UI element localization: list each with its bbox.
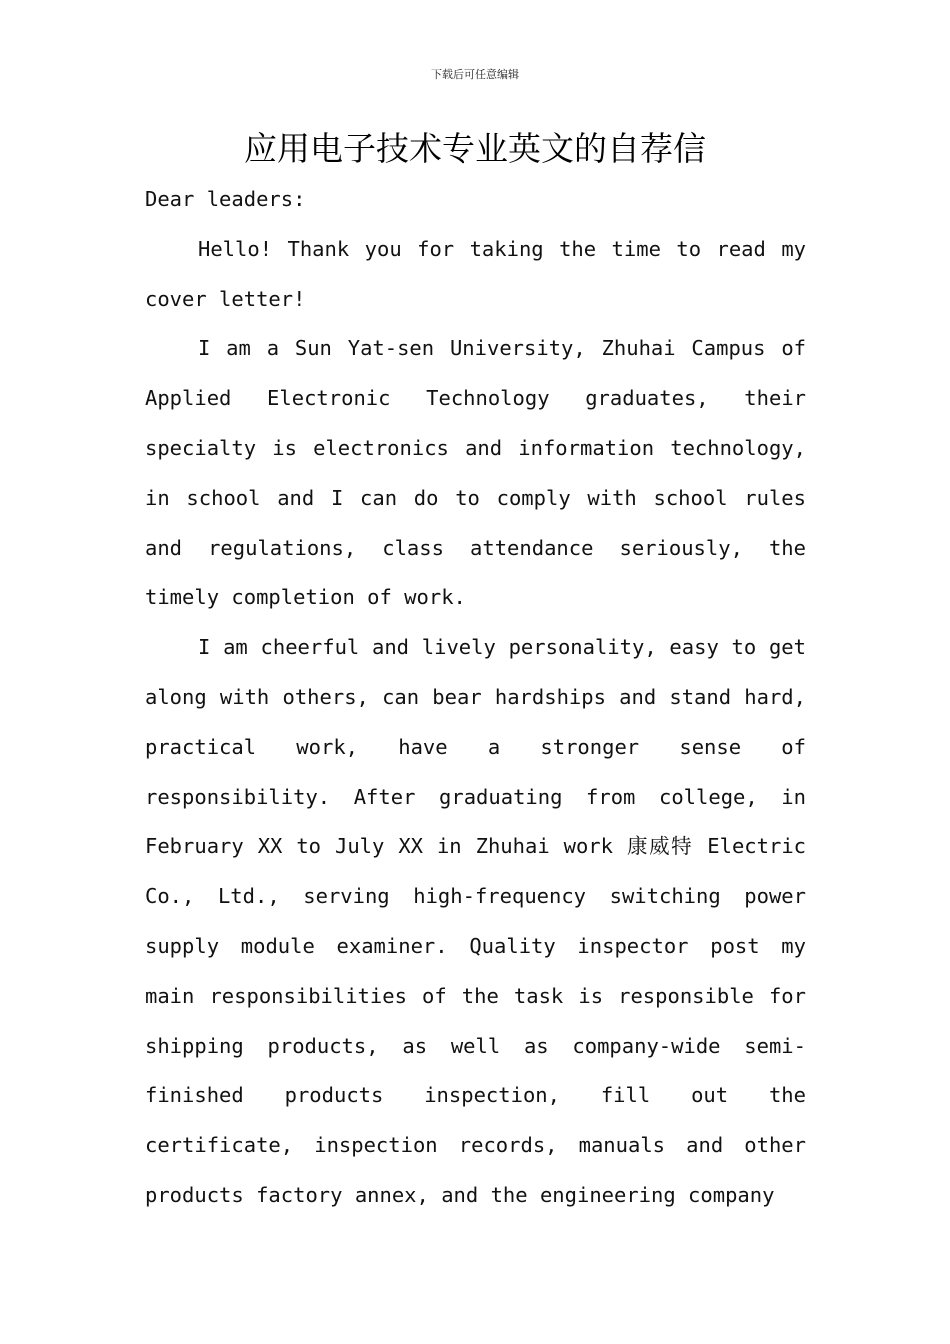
greeting: Dear leaders: bbox=[145, 187, 306, 211]
header-note: 下载后可任意编辑 bbox=[431, 68, 519, 81]
paragraph-3: I am cheerful and lively personality, easy to get along with others, can bear hardships and stand hard, practical work, have a stronger sense of responsibility. After graduating from college, in February XX to July XX in Zhuhai work 康威特 Electric Co., Ltd., serving high-frequency switching power supply module examiner. Quality inspector post my main responsibilities of the task is responsible for shipping products, as well as company-wide semi-finished products inspection, fill out the certificate, inspection records, manuals and other products factory annex, and the engineering company bbox=[145, 635, 806, 1207]
letter-body bbox=[145, 175, 806, 1221]
paragraph-1: Hello! Thank you for taking the time to read my cover letter! bbox=[145, 236, 806, 311]
document-title: 应用电子技术专业英文的自荐信 bbox=[244, 129, 706, 168]
paragraph-2: I am a Sun Yat-sen University, Zhuhai Campus of Applied Electronic Technology graduates, their specialty is electronics and information technology, in school and I can do to comply with school rules and regulations, class attendance seriously, the timely completion of work. bbox=[145, 336, 806, 610]
